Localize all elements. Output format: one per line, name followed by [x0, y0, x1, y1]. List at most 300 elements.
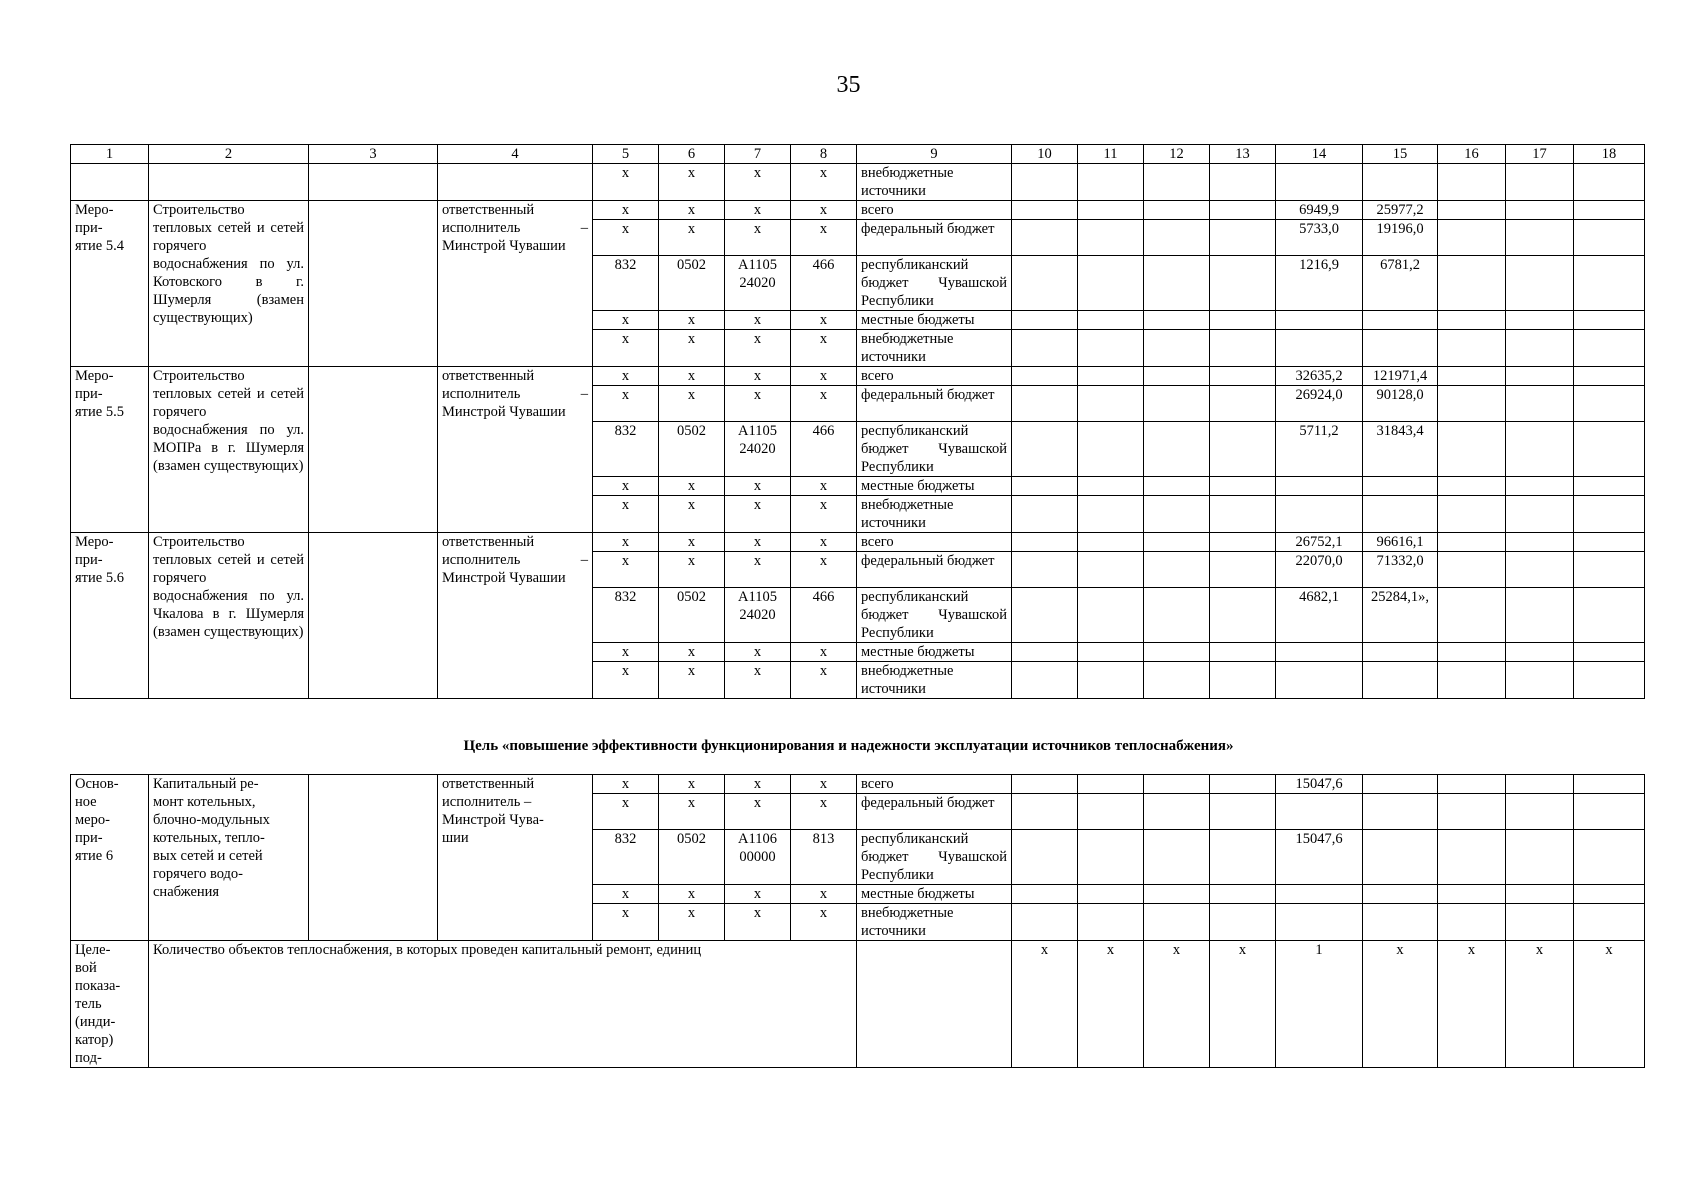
empty-cell: [1078, 256, 1144, 311]
empty-cell: [1438, 164, 1506, 201]
cell-c8: х: [791, 164, 857, 201]
empty-cell: [1210, 220, 1276, 256]
empty-cell: [1438, 588, 1506, 643]
empty-cell: [1012, 830, 1078, 885]
empty-cell: [1506, 220, 1574, 256]
empty-cell: [1012, 311, 1078, 330]
empty-cell: [1438, 220, 1506, 256]
value-col15: [1363, 662, 1438, 699]
funding-source: местные бюджеты: [857, 477, 1012, 496]
empty-cell: [1012, 220, 1078, 256]
cell-c7: А1105 24020: [725, 256, 791, 311]
empty-cell: [1574, 830, 1645, 885]
empty-cell: [1574, 588, 1645, 643]
column-number: 14: [1276, 145, 1363, 164]
empty-cell: [1144, 496, 1210, 533]
empty-cell: [438, 164, 593, 201]
cell-c6: х: [659, 164, 725, 201]
indicator-value: 1: [1276, 941, 1363, 1068]
empty-cell: [71, 164, 149, 201]
value-col14: 4682,1: [1276, 588, 1363, 643]
value-col14: 15047,6: [1276, 830, 1363, 885]
funding-source: федеральный бюджет: [857, 386, 1012, 422]
empty-cell: [1144, 830, 1210, 885]
empty-cell: [1012, 904, 1078, 941]
cell-c6: х: [659, 311, 725, 330]
column-number: 15: [1363, 145, 1438, 164]
cell-c7: х: [725, 386, 791, 422]
empty-cell: [1506, 311, 1574, 330]
cell-c5: х: [593, 386, 659, 422]
cell-c6: х: [659, 643, 725, 662]
indicator-value: х: [1363, 941, 1438, 1068]
funding-source: республиканский бюджет Чувашской Республики: [857, 422, 1012, 477]
empty-cell: [1438, 643, 1506, 662]
measure-name: Строительство тепловых сетей и сетей горячего водоснабжения по ул. Чкалова в г. Шумерля (взамен существующих): [149, 533, 309, 699]
indicator-text: Количество объектов теплоснабжения, в которых проведен капитальный ремонт, единиц: [149, 941, 857, 1068]
funding-source: федеральный бюджет: [857, 552, 1012, 588]
empty-cell: [1012, 422, 1078, 477]
cell-c7: А1105 24020: [725, 422, 791, 477]
column-number: 8: [791, 145, 857, 164]
column-number: 6: [659, 145, 725, 164]
executor: ответственный исполнитель – Минстрой Чувашии: [438, 367, 593, 533]
empty-cell: [1078, 201, 1144, 220]
empty-cell: [1506, 256, 1574, 311]
cell-c7: х: [725, 552, 791, 588]
cell-c5: х: [593, 775, 659, 794]
cell-c5: х: [593, 477, 659, 496]
value-col14: 26752,1: [1276, 533, 1363, 552]
cell-c5: х: [593, 904, 659, 941]
cell-c8: х: [791, 775, 857, 794]
indicator-value: х: [1144, 941, 1210, 1068]
value-col14: [1276, 643, 1363, 662]
empty-cell: [1276, 164, 1363, 201]
cell-c5: 832: [593, 830, 659, 885]
empty-cell: [1210, 477, 1276, 496]
empty-cell: [1574, 256, 1645, 311]
cell-c6: х: [659, 201, 725, 220]
empty-cell: [1078, 830, 1144, 885]
empty-cell: [1506, 588, 1574, 643]
value-col15: 90128,0: [1363, 386, 1438, 422]
empty-cell: [1210, 201, 1276, 220]
executor: ответственный исполнитель – Минстрой Чува- шии: [438, 775, 593, 941]
funding-source: внебюджетные источники: [857, 904, 1012, 941]
cell-c8: 466: [791, 422, 857, 477]
empty-cell: [1210, 330, 1276, 367]
column-number: 12: [1144, 145, 1210, 164]
empty-cell: [1210, 775, 1276, 794]
empty-cell: [1506, 552, 1574, 588]
cell-c6: 0502: [659, 422, 725, 477]
cell-c8: х: [791, 552, 857, 588]
empty-cell: [1210, 256, 1276, 311]
empty-cell: [1574, 330, 1645, 367]
indicator-value: х: [1078, 941, 1144, 1068]
empty-cell: [1012, 367, 1078, 386]
value-col15: 25284,1»,: [1363, 588, 1438, 643]
cell-c8: х: [791, 367, 857, 386]
value-col15: [1363, 904, 1438, 941]
value-col14: [1276, 662, 1363, 699]
column-number: 10: [1012, 145, 1078, 164]
empty-cell: [1012, 552, 1078, 588]
cell-c5: х: [593, 367, 659, 386]
empty-cell: [1506, 775, 1574, 794]
cell-c8: х: [791, 662, 857, 699]
empty-cell: [1363, 164, 1438, 201]
funding-source: федеральный бюджет: [857, 794, 1012, 830]
value-col14: 5733,0: [1276, 220, 1363, 256]
empty-cell: [1078, 662, 1144, 699]
empty-cell: [1506, 477, 1574, 496]
empty-cell: [857, 941, 1012, 1068]
empty-cell: [1506, 643, 1574, 662]
empty-cell: [1574, 367, 1645, 386]
empty-cell: [1210, 885, 1276, 904]
empty-cell: [1574, 164, 1645, 201]
cell-c7: х: [725, 885, 791, 904]
empty-cell: [1210, 643, 1276, 662]
empty-cell: [1438, 775, 1506, 794]
cell-c7: А1106 00000: [725, 830, 791, 885]
value-col15: 96616,1: [1363, 533, 1438, 552]
funding-source: всего: [857, 533, 1012, 552]
empty-cell: [1078, 552, 1144, 588]
empty-cell: [1210, 588, 1276, 643]
funding-source: республиканский бюджет Чувашской Республики: [857, 256, 1012, 311]
value-col14: [1276, 904, 1363, 941]
cell-c5: х: [593, 533, 659, 552]
cell-c8: х: [791, 643, 857, 662]
empty-cell: [1438, 904, 1506, 941]
empty-cell: [1078, 367, 1144, 386]
value-col15: [1363, 496, 1438, 533]
empty-cell: [1574, 220, 1645, 256]
empty-cell: [1506, 830, 1574, 885]
value-col15: [1363, 794, 1438, 830]
empty-cell: [1210, 422, 1276, 477]
funding-row: [71, 775, 1645, 794]
value-col15: 25977,2: [1363, 201, 1438, 220]
column-number: 2: [149, 145, 309, 164]
empty-cell: [1506, 794, 1574, 830]
empty-cell: [1144, 662, 1210, 699]
cell-c5: х: [593, 164, 659, 201]
empty-cell: [1210, 794, 1276, 830]
executor: ответственный исполнитель – Минстрой Чувашии: [438, 533, 593, 699]
value-col15: [1363, 643, 1438, 662]
empty-cell: [1438, 422, 1506, 477]
cell-c7: х: [725, 662, 791, 699]
empty-cell: [1144, 533, 1210, 552]
measure-label: Основ- ное меро- при- ятие 6: [71, 775, 149, 941]
cell-c6: х: [659, 552, 725, 588]
empty-cell: [1144, 794, 1210, 830]
empty-cell: [1012, 533, 1078, 552]
cell-c6: х: [659, 885, 725, 904]
value-col14: 26924,0: [1276, 386, 1363, 422]
cell-c6: х: [659, 775, 725, 794]
cell-c7: х: [725, 477, 791, 496]
indicator-value: х: [1506, 941, 1574, 1068]
empty-cell: [1078, 885, 1144, 904]
empty-cell: [1574, 311, 1645, 330]
empty-cell: [1012, 496, 1078, 533]
empty-cell: [1144, 220, 1210, 256]
column-number: 5: [593, 145, 659, 164]
cell-c5: 832: [593, 588, 659, 643]
column-number: 9: [857, 145, 1012, 164]
value-col15: 71332,0: [1363, 552, 1438, 588]
empty-cell: [1012, 588, 1078, 643]
empty-cell: [1144, 386, 1210, 422]
empty-cell: [1078, 477, 1144, 496]
cell-c7: х: [725, 794, 791, 830]
funding-source: всего: [857, 367, 1012, 386]
empty-cell: [1144, 885, 1210, 904]
cell-c6: 0502: [659, 830, 725, 885]
empty-cell: [1078, 794, 1144, 830]
empty-cell: [1144, 643, 1210, 662]
empty-cell: [1078, 904, 1144, 941]
value-col15: [1363, 330, 1438, 367]
empty-cell: [1078, 775, 1144, 794]
empty-cell: [1144, 904, 1210, 941]
value-col14: [1276, 496, 1363, 533]
empty-cell: [149, 164, 309, 201]
empty-cell: [1574, 386, 1645, 422]
empty-cell: [1144, 775, 1210, 794]
empty-cell: [1506, 533, 1574, 552]
indicator-value: х: [1438, 941, 1506, 1068]
empty-cell: [1574, 885, 1645, 904]
value-col14: 5711,2: [1276, 422, 1363, 477]
cell-c5: х: [593, 496, 659, 533]
cell-c5: 832: [593, 256, 659, 311]
column-number: 3: [309, 145, 438, 164]
cell-c8: х: [791, 311, 857, 330]
empty-cell: [1506, 367, 1574, 386]
empty-cell: [1438, 201, 1506, 220]
cell-c5: х: [593, 662, 659, 699]
empty-cell: [1078, 330, 1144, 367]
cell-c7: х: [725, 220, 791, 256]
cell-c5: х: [593, 643, 659, 662]
empty-cell: [1012, 477, 1078, 496]
cell-c7: х: [725, 775, 791, 794]
column-number: 17: [1506, 145, 1574, 164]
cell-c6: х: [659, 477, 725, 496]
empty-cell: [309, 164, 438, 201]
empty-cell: [1210, 164, 1276, 201]
empty-cell: [1012, 330, 1078, 367]
cell-c8: х: [791, 496, 857, 533]
empty-cell: [1506, 201, 1574, 220]
empty-cell: [1574, 422, 1645, 477]
goal-heading: Цель «повышение эффективности функционирования и надежности эксплуатации источников теплоснабжения»: [463, 738, 1234, 754]
empty-cell: [1078, 311, 1144, 330]
value-col14: 22070,0: [1276, 552, 1363, 588]
cell-c7: х: [725, 330, 791, 367]
empty-cell: [1144, 588, 1210, 643]
empty-cell: [1210, 830, 1276, 885]
cell-c8: х: [791, 904, 857, 941]
value-col15: 6781,2: [1363, 256, 1438, 311]
value-col14: 32635,2: [1276, 367, 1363, 386]
empty-cell: [1144, 256, 1210, 311]
empty-cell: [1012, 201, 1078, 220]
empty-cell: [1438, 311, 1506, 330]
cell-c5: 832: [593, 422, 659, 477]
cell-c8: 813: [791, 830, 857, 885]
financing-table: [70, 144, 1645, 699]
empty-cell: [1012, 662, 1078, 699]
funding-source: местные бюджеты: [857, 311, 1012, 330]
cell-c5: х: [593, 552, 659, 588]
funding-source: всего: [857, 775, 1012, 794]
empty-cell: [1144, 477, 1210, 496]
empty-cell: [1210, 311, 1276, 330]
value-col15: 31843,4: [1363, 422, 1438, 477]
column-number: 11: [1078, 145, 1144, 164]
cell-c8: 466: [791, 256, 857, 311]
cell-c8: х: [791, 477, 857, 496]
value-col15: 121971,4: [1363, 367, 1438, 386]
empty-cell: [1012, 775, 1078, 794]
cell-c8: х: [791, 386, 857, 422]
cell-c6: х: [659, 662, 725, 699]
executor: ответственный исполнитель – Минстрой Чувашии: [438, 201, 593, 367]
column-number: 18: [1574, 145, 1645, 164]
cell-c6: х: [659, 220, 725, 256]
empty-cell: [1438, 477, 1506, 496]
cell-c8: х: [791, 794, 857, 830]
cell-c6: 0502: [659, 588, 725, 643]
cell-c5: х: [593, 220, 659, 256]
value-col15: [1363, 830, 1438, 885]
empty-cell: [309, 775, 438, 941]
cell-c7: х: [725, 367, 791, 386]
value-col15: [1363, 311, 1438, 330]
empty-cell: [1078, 164, 1144, 201]
page-number: 35: [836, 72, 861, 98]
column-number: 4: [438, 145, 593, 164]
empty-cell: [1574, 643, 1645, 662]
empty-cell: [1012, 386, 1078, 422]
cell-c7: х: [725, 311, 791, 330]
value-col14: 15047,6: [1276, 775, 1363, 794]
cell-c7: х: [725, 164, 791, 201]
funding-source: федеральный бюджет: [857, 220, 1012, 256]
empty-cell: [1574, 775, 1645, 794]
empty-cell: [1144, 367, 1210, 386]
cell-c7: х: [725, 643, 791, 662]
empty-cell: [1438, 662, 1506, 699]
cell-c5: х: [593, 330, 659, 367]
empty-cell: [1144, 422, 1210, 477]
empty-cell: [1210, 533, 1276, 552]
column-number: 13: [1210, 145, 1276, 164]
empty-cell: [1078, 220, 1144, 256]
empty-cell: [1012, 794, 1078, 830]
funding-source: местные бюджеты: [857, 885, 1012, 904]
empty-cell: [1078, 496, 1144, 533]
empty-cell: [1574, 477, 1645, 496]
empty-cell: [1078, 533, 1144, 552]
indicator-value: х: [1012, 941, 1078, 1068]
value-col15: [1363, 477, 1438, 496]
cell-c6: х: [659, 496, 725, 533]
cell-c6: х: [659, 533, 725, 552]
empty-cell: [1078, 643, 1144, 662]
measure-name: Капитальный ре- монт котельных, блочно-модульных котельных, тепло- вых сетей и сетей горячего водо- снабжения: [149, 775, 309, 941]
empty-cell: [1438, 552, 1506, 588]
measure-name: Строительство тепловых сетей и сетей горячего водоснабжения по ул. МОПРа в г. Шумерля (взамен существующих): [149, 367, 309, 533]
funding-row: [71, 367, 1645, 386]
empty-cell: [1574, 794, 1645, 830]
carry-over-row: [71, 164, 1645, 201]
cell-c6: х: [659, 330, 725, 367]
empty-cell: [1574, 496, 1645, 533]
funding-source: республиканский бюджет Чувашской Республики: [857, 830, 1012, 885]
empty-cell: [1574, 662, 1645, 699]
empty-cell: [1078, 386, 1144, 422]
empty-cell: [1438, 330, 1506, 367]
cell-c7: А1105 24020: [725, 588, 791, 643]
empty-cell: [1078, 588, 1144, 643]
empty-cell: [1012, 643, 1078, 662]
cell-c8: х: [791, 220, 857, 256]
funding-source: внебюджетные источники: [857, 662, 1012, 699]
empty-cell: [1438, 386, 1506, 422]
value-col14: [1276, 794, 1363, 830]
empty-cell: [1438, 533, 1506, 552]
empty-cell: [1574, 552, 1645, 588]
value-col15: 19196,0: [1363, 220, 1438, 256]
column-number: 1: [71, 145, 149, 164]
empty-cell: [1438, 496, 1506, 533]
cell-c6: х: [659, 904, 725, 941]
empty-cell: [1144, 330, 1210, 367]
cell-c6: 0502: [659, 256, 725, 311]
cell-c8: х: [791, 533, 857, 552]
funding-source: местные бюджеты: [857, 643, 1012, 662]
empty-cell: [1438, 885, 1506, 904]
indicator-row: [71, 941, 1645, 1068]
empty-cell: [1438, 794, 1506, 830]
column-number: 7: [725, 145, 791, 164]
column-number-row: [71, 145, 1645, 164]
empty-cell: [1210, 496, 1276, 533]
cell-c8: х: [791, 885, 857, 904]
funding-source: внебюджетные источники: [857, 330, 1012, 367]
value-col14: [1276, 311, 1363, 330]
empty-cell: [1012, 164, 1078, 201]
empty-cell: [309, 533, 438, 699]
measure-label: Меро- при- ятие 5.6: [71, 533, 149, 699]
empty-cell: [1078, 422, 1144, 477]
cell-c7: х: [725, 904, 791, 941]
empty-cell: [1438, 256, 1506, 311]
empty-cell: [1144, 164, 1210, 201]
cell-c8: х: [791, 330, 857, 367]
empty-cell: [1144, 552, 1210, 588]
empty-cell: [309, 367, 438, 533]
empty-cell: [1438, 367, 1506, 386]
